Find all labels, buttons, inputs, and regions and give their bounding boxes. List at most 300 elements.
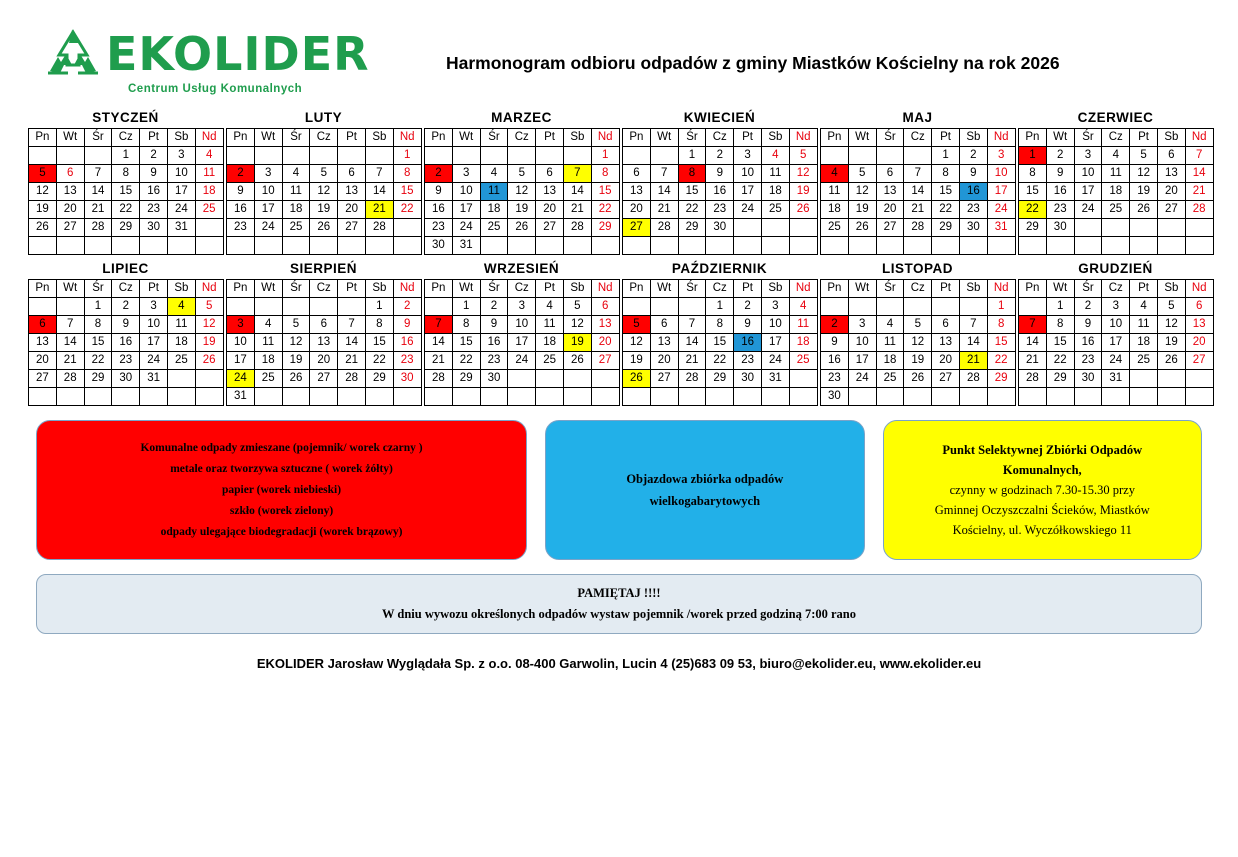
calendar-row-second-half [0, 261, 1238, 406]
weekday-header: Wt [650, 129, 678, 147]
day-cell: 19 [848, 201, 876, 219]
weekday-header: Nd [1185, 129, 1213, 147]
day-cell: 12 [282, 334, 310, 352]
week-row [1019, 201, 1214, 219]
day-cell: 24 [254, 219, 282, 237]
weekday-header: Nd [1185, 280, 1213, 298]
day-cell: 19 [904, 352, 932, 370]
day-cell: 23 [734, 352, 762, 370]
month-table [226, 128, 422, 255]
empty-day-cell [1157, 370, 1185, 388]
day-cell: 2 [734, 298, 762, 316]
month-4 [622, 110, 817, 255]
day-cell: 13 [650, 334, 678, 352]
empty-day-cell [84, 388, 112, 406]
week-row [623, 352, 818, 370]
empty-day-cell [1130, 370, 1158, 388]
week-row [29, 237, 224, 255]
day-cell: 23 [227, 219, 255, 237]
empty-day-cell [821, 147, 849, 165]
day-cell: 19 [282, 352, 310, 370]
week-row [1019, 352, 1214, 370]
weekday-header: Pn [29, 280, 57, 298]
day-cell: 1 [112, 147, 140, 165]
day-cell: 7 [425, 316, 453, 334]
day-cell: 25 [1102, 201, 1130, 219]
empty-day-cell [848, 298, 876, 316]
day-cell: 5 [282, 316, 310, 334]
weekday-header: Wt [650, 280, 678, 298]
day-cell: 6 [29, 316, 57, 334]
day-cell: 2 [821, 316, 849, 334]
day-cell: 29 [932, 219, 960, 237]
empty-day-cell [282, 388, 310, 406]
week-row [29, 298, 224, 316]
day-cell: 21 [1019, 352, 1047, 370]
weekday-header: Sb [959, 129, 987, 147]
week-row [227, 316, 422, 334]
day-cell: 24 [761, 352, 789, 370]
day-cell: 5 [508, 165, 536, 183]
weekday-header: Śr [678, 280, 706, 298]
day-cell: 18 [254, 352, 282, 370]
weekday-header: Cz [1102, 280, 1130, 298]
empty-day-cell [1074, 219, 1102, 237]
week-row [1019, 165, 1214, 183]
day-cell: 4 [876, 316, 904, 334]
day-cell: 11 [821, 183, 849, 201]
empty-day-cell [987, 388, 1015, 406]
day-cell: 19 [508, 201, 536, 219]
day-cell: 26 [904, 370, 932, 388]
day-cell: 18 [876, 352, 904, 370]
recycle-icon [42, 27, 104, 83]
calendar-row-first-half [0, 110, 1238, 255]
empty-day-cell [761, 219, 789, 237]
empty-day-cell [848, 147, 876, 165]
day-cell: 19 [623, 352, 651, 370]
week-row [227, 201, 422, 219]
month-table [622, 128, 818, 255]
weekday-header: Wt [56, 129, 84, 147]
weekday-header: Pn [227, 280, 255, 298]
day-cell: 15 [1019, 183, 1047, 201]
day-cell: 20 [536, 201, 564, 219]
day-cell: 7 [650, 165, 678, 183]
empty-day-cell [1130, 219, 1158, 237]
legend-line: Komunalne odpady zmieszane (pojemnik/ worek czarny ) [140, 441, 423, 454]
day-cell: 16 [821, 352, 849, 370]
empty-day-cell [338, 388, 366, 406]
day-cell: 22 [678, 201, 706, 219]
day-cell: 10 [734, 165, 762, 183]
legend-line: papier (worek niebieski) [222, 483, 342, 496]
day-cell: 2 [1074, 298, 1102, 316]
day-cell: 17 [848, 352, 876, 370]
day-cell: 20 [623, 201, 651, 219]
day-cell: 3 [761, 298, 789, 316]
day-cell: 31 [227, 388, 255, 406]
week-row [623, 201, 818, 219]
logo-wordmark: EKOLIDER [106, 27, 370, 81]
day-cell: 27 [932, 370, 960, 388]
month-12 [1018, 261, 1213, 406]
day-cell: 8 [1019, 165, 1047, 183]
day-cell: 11 [761, 165, 789, 183]
week-row [1019, 237, 1214, 255]
month-table [622, 279, 818, 406]
day-cell: 5 [1157, 298, 1185, 316]
day-cell: 12 [195, 316, 223, 334]
weekday-header: Wt [56, 280, 84, 298]
empty-day-cell [29, 147, 57, 165]
week-row [29, 316, 224, 334]
day-cell: 6 [56, 165, 84, 183]
day-cell: 26 [310, 219, 338, 237]
empty-day-cell [734, 388, 762, 406]
empty-day-cell [650, 388, 678, 406]
day-cell: 7 [678, 316, 706, 334]
week-row [1019, 147, 1214, 165]
empty-day-cell [1185, 237, 1213, 255]
day-cell: 14 [1185, 165, 1213, 183]
legend-mixed-waste [36, 420, 527, 560]
day-cell: 27 [338, 219, 366, 237]
day-cell: 22 [987, 352, 1015, 370]
day-cell: 26 [623, 370, 651, 388]
day-cell: 13 [310, 334, 338, 352]
day-cell: 29 [987, 370, 1015, 388]
day-cell: 1 [1019, 147, 1047, 165]
day-cell: 30 [706, 219, 734, 237]
weekday-header: Cz [508, 129, 536, 147]
day-cell: 20 [338, 201, 366, 219]
week-row [425, 316, 620, 334]
day-cell: 29 [706, 370, 734, 388]
day-cell: 6 [591, 298, 619, 316]
day-cell: 28 [959, 370, 987, 388]
weekday-header: Wt [1046, 280, 1074, 298]
empty-day-cell [932, 237, 960, 255]
day-cell: 2 [393, 298, 421, 316]
empty-day-cell [789, 370, 817, 388]
weekday-header: Pt [536, 280, 564, 298]
day-cell: 3 [227, 316, 255, 334]
empty-day-cell [282, 147, 310, 165]
weekday-header: Nd [789, 280, 817, 298]
day-cell: 9 [425, 183, 453, 201]
week-row [227, 147, 422, 165]
day-cell: 15 [1046, 334, 1074, 352]
day-cell: 4 [1102, 147, 1130, 165]
empty-day-cell [167, 237, 195, 255]
day-cell: 4 [536, 298, 564, 316]
day-cell: 30 [1046, 219, 1074, 237]
day-cell: 30 [140, 219, 168, 237]
day-cell: 16 [140, 183, 168, 201]
weekday-header: Wt [254, 280, 282, 298]
week-row [29, 388, 224, 406]
day-cell: 27 [623, 219, 651, 237]
week-row [227, 183, 422, 201]
day-cell: 6 [536, 165, 564, 183]
day-cell: 17 [761, 334, 789, 352]
day-cell: 6 [876, 165, 904, 183]
empty-day-cell [1046, 388, 1074, 406]
day-cell: 7 [959, 316, 987, 334]
empty-day-cell [29, 298, 57, 316]
weekday-header: Wt [452, 280, 480, 298]
week-row [623, 183, 818, 201]
day-cell: 27 [536, 219, 564, 237]
day-cell: 23 [112, 352, 140, 370]
day-cell: 16 [112, 334, 140, 352]
weekday-header: Pn [623, 129, 651, 147]
week-row [623, 370, 818, 388]
empty-day-cell [789, 237, 817, 255]
empty-day-cell [1185, 388, 1213, 406]
day-cell: 16 [480, 334, 508, 352]
day-cell: 7 [338, 316, 366, 334]
day-cell: 18 [821, 201, 849, 219]
month-name: LUTY [304, 110, 343, 125]
day-cell: 21 [563, 201, 591, 219]
day-cell: 3 [1102, 298, 1130, 316]
day-cell: 13 [1157, 165, 1185, 183]
day-cell: 16 [1074, 334, 1102, 352]
empty-day-cell [452, 147, 480, 165]
weekday-header: Cz [112, 280, 140, 298]
legend-bulky-waste [545, 420, 864, 560]
day-cell: 4 [761, 147, 789, 165]
empty-day-cell [195, 219, 223, 237]
day-cell: 30 [959, 219, 987, 237]
day-cell: 25 [761, 201, 789, 219]
day-cell: 23 [706, 201, 734, 219]
day-cell: 9 [1074, 316, 1102, 334]
day-cell: 1 [932, 147, 960, 165]
month-table [820, 128, 1016, 255]
day-cell: 8 [452, 316, 480, 334]
legend-line: czynny w godzinach 7.30-15.30 przy [949, 483, 1135, 497]
weekday-header: Pn [425, 280, 453, 298]
day-cell: 13 [56, 183, 84, 201]
day-cell: 10 [508, 316, 536, 334]
weekday-header: Nd [195, 280, 223, 298]
weekday-header: Śr [876, 280, 904, 298]
month-5 [820, 110, 1015, 255]
day-cell: 16 [734, 334, 762, 352]
month-table [424, 279, 620, 406]
day-cell: 14 [678, 334, 706, 352]
day-cell: 6 [932, 316, 960, 334]
day-cell: 27 [310, 370, 338, 388]
day-cell: 12 [1130, 165, 1158, 183]
empty-day-cell [623, 388, 651, 406]
month-name: SIERPIEŃ [289, 261, 358, 276]
day-cell: 20 [591, 334, 619, 352]
day-cell: 21 [84, 201, 112, 219]
day-cell: 21 [425, 352, 453, 370]
month-7 [28, 261, 223, 406]
empty-day-cell [734, 219, 762, 237]
day-cell: 29 [1019, 219, 1047, 237]
legend-line: wielkogabarytowych [649, 494, 761, 508]
day-cell: 7 [904, 165, 932, 183]
weekday-header: Pn [623, 280, 651, 298]
weekday-header: Sb [167, 129, 195, 147]
empty-day-cell [563, 147, 591, 165]
day-cell: 22 [112, 201, 140, 219]
weekday-header: Pt [338, 280, 366, 298]
day-cell: 9 [706, 165, 734, 183]
legend-line: szkło (worek zielony) [229, 504, 334, 517]
week-row [1019, 370, 1214, 388]
weekday-header: Sb [365, 129, 393, 147]
day-cell: 8 [678, 165, 706, 183]
day-cell: 4 [1130, 298, 1158, 316]
weekday-header: Śr [480, 129, 508, 147]
week-row [1019, 388, 1214, 406]
day-cell: 17 [254, 201, 282, 219]
empty-day-cell [56, 237, 84, 255]
weekday-header: Pt [734, 129, 762, 147]
day-cell: 14 [365, 183, 393, 201]
day-cell: 26 [563, 352, 591, 370]
day-cell: 28 [563, 219, 591, 237]
day-cell: 21 [365, 201, 393, 219]
month-name: STYCZEŃ [92, 110, 159, 125]
day-cell: 5 [29, 165, 57, 183]
day-cell: 24 [1102, 352, 1130, 370]
empty-day-cell [195, 388, 223, 406]
empty-day-cell [876, 388, 904, 406]
day-cell: 28 [338, 370, 366, 388]
day-cell: 8 [84, 316, 112, 334]
weekday-header: Sb [365, 280, 393, 298]
empty-day-cell [84, 147, 112, 165]
day-cell: 11 [282, 183, 310, 201]
empty-day-cell [508, 370, 536, 388]
day-cell: 24 [227, 370, 255, 388]
day-cell: 9 [112, 316, 140, 334]
weekday-header: Pt [1130, 280, 1158, 298]
month-name: PAŹDZIERNIK [671, 261, 768, 276]
empty-day-cell [821, 298, 849, 316]
day-cell: 22 [1046, 352, 1074, 370]
day-cell: 26 [282, 370, 310, 388]
day-cell: 23 [140, 201, 168, 219]
empty-day-cell [591, 370, 619, 388]
page-title: Harmonogram odbioru odpadów z gminy Miastków Kościelny na rok 2026 [446, 52, 1060, 73]
empty-day-cell [1019, 388, 1047, 406]
week-row [623, 147, 818, 165]
month-1 [28, 110, 223, 255]
weekday-header: Pt [338, 129, 366, 147]
empty-day-cell [227, 237, 255, 255]
empty-day-cell [112, 237, 140, 255]
week-row [425, 334, 620, 352]
week-row [29, 201, 224, 219]
day-cell: 1 [84, 298, 112, 316]
day-cell: 26 [29, 219, 57, 237]
empty-day-cell [1102, 237, 1130, 255]
day-cell: 3 [1074, 147, 1102, 165]
day-cell: 1 [987, 298, 1015, 316]
empty-day-cell [1157, 388, 1185, 406]
day-cell: 10 [1074, 165, 1102, 183]
weekday-header: Cz [904, 280, 932, 298]
day-cell: 17 [1074, 183, 1102, 201]
day-cell: 22 [365, 352, 393, 370]
day-cell: 27 [29, 370, 57, 388]
day-cell: 30 [734, 370, 762, 388]
day-cell: 16 [706, 183, 734, 201]
day-cell: 26 [789, 201, 817, 219]
empty-day-cell [338, 147, 366, 165]
weekday-header: Cz [706, 129, 734, 147]
day-cell: 31 [1102, 370, 1130, 388]
weekday-header: Wt [254, 129, 282, 147]
empty-day-cell [310, 147, 338, 165]
day-cell: 15 [932, 183, 960, 201]
week-row [425, 298, 620, 316]
week-row [821, 316, 1016, 334]
weekday-header: Sb [563, 280, 591, 298]
day-cell: 29 [591, 219, 619, 237]
day-cell: 17 [227, 352, 255, 370]
day-cell: 13 [932, 334, 960, 352]
day-cell: 25 [254, 370, 282, 388]
weekday-header: Sb [1157, 129, 1185, 147]
empty-day-cell [789, 219, 817, 237]
day-cell: 21 [678, 352, 706, 370]
empty-day-cell [1130, 237, 1158, 255]
empty-day-cell [254, 388, 282, 406]
day-cell: 7 [1019, 316, 1047, 334]
week-row [425, 201, 620, 219]
day-cell: 26 [195, 352, 223, 370]
empty-day-cell [84, 237, 112, 255]
empty-day-cell [1157, 237, 1185, 255]
day-cell: 26 [1130, 201, 1158, 219]
month-name: KWIECIEŃ [683, 110, 756, 125]
empty-day-cell [623, 147, 651, 165]
day-cell: 10 [1102, 316, 1130, 334]
day-cell: 14 [1019, 334, 1047, 352]
day-cell: 4 [480, 165, 508, 183]
day-cell: 21 [904, 201, 932, 219]
empty-day-cell [904, 147, 932, 165]
empty-day-cell [310, 237, 338, 255]
week-row [425, 219, 620, 237]
day-cell: 9 [821, 334, 849, 352]
week-row [821, 298, 1016, 316]
empty-day-cell [734, 237, 762, 255]
day-cell: 26 [508, 219, 536, 237]
day-cell: 28 [84, 219, 112, 237]
day-cell: 21 [959, 352, 987, 370]
empty-day-cell [480, 388, 508, 406]
day-cell: 19 [563, 334, 591, 352]
empty-day-cell [987, 237, 1015, 255]
day-cell: 13 [338, 183, 366, 201]
weekday-header: Sb [761, 280, 789, 298]
empty-day-cell [167, 370, 195, 388]
day-cell: 15 [84, 334, 112, 352]
day-cell: 3 [140, 298, 168, 316]
empty-day-cell [876, 237, 904, 255]
